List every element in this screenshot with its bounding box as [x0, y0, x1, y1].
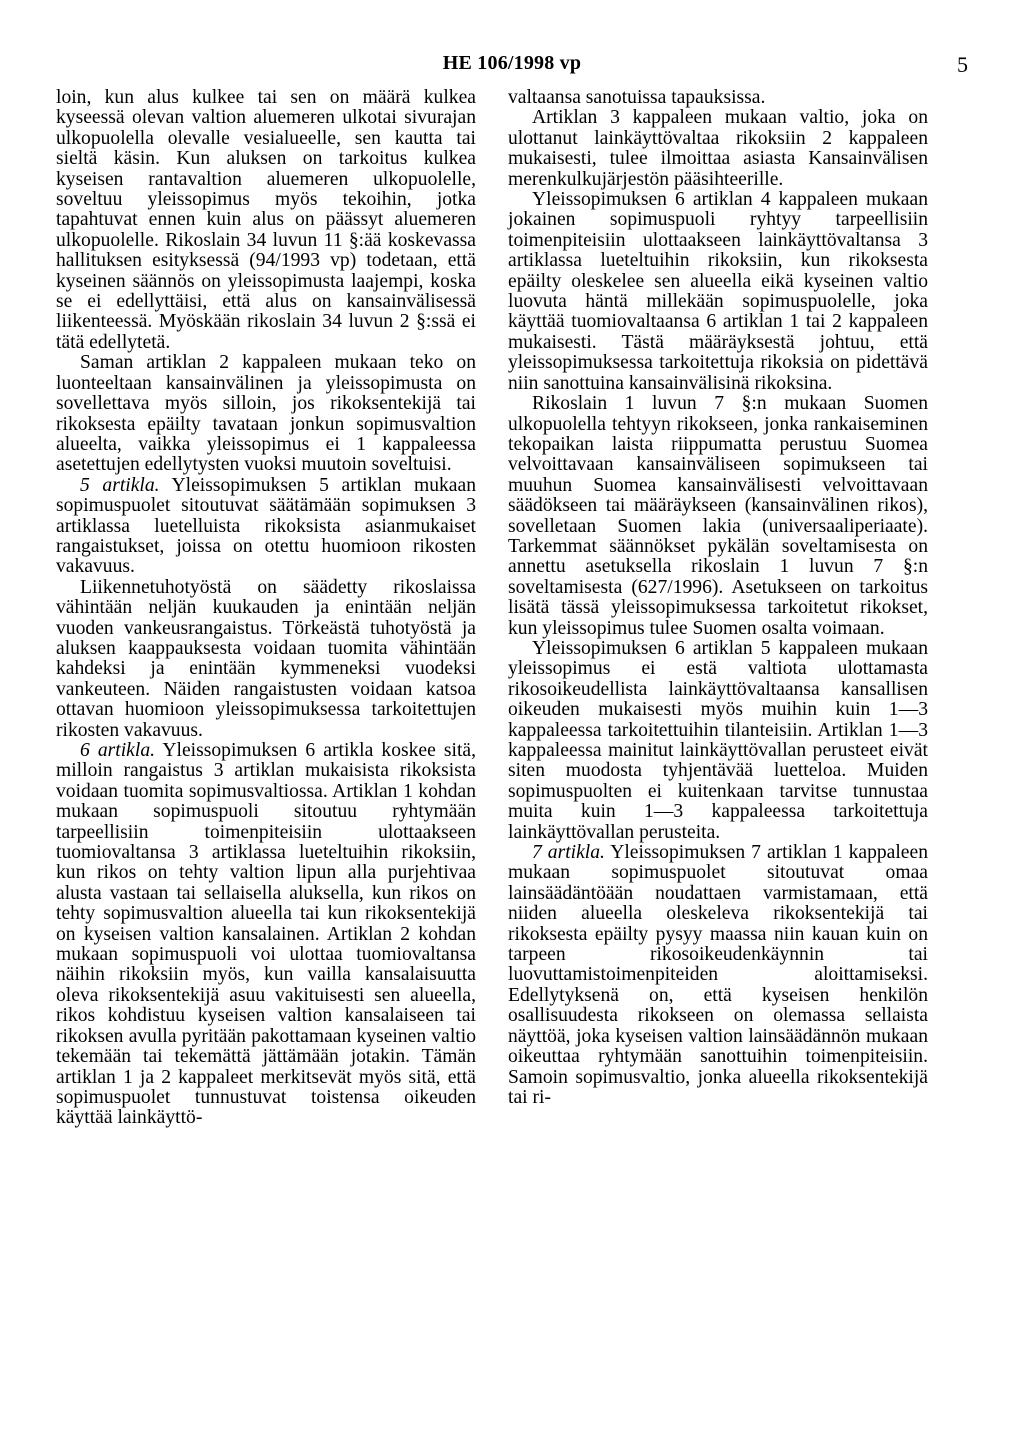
paragraph: Artiklan 3 kappaleen mukaan valtio, joka on ulottanut lainkäyttövaltaa rikoksiin 2 kappaleen mukaisesti, tulee ilmoittaa asiasta Kansainvälisen merenkulkujärjestön pääsihteerille. [508, 107, 928, 190]
paragraph: 7 artikla. Yleissopimuksen 7 artiklan 1 kappaleen mukaan sopimuspuolet sitoutuvat omaa lainsäädäntöään noudattaen varmistamaan, että niiden alueella oleskeleva rikoksentekijä tai rikoksesta epäilty pysyy maassa niin kauan kuin on tarpeen rikosoikeudenkäynnin tai luovuttamistoimenpiteiden aloittamiseksi. Edellytyksenä on, että kyseisen henkilön osallisuudesta rikokseen on olemassa sellaista näyttöä, joka kyseisen valtion lainsäädännön mukaan oikeuttaa ryhtymään sanottuihin toimenpiteisiin. Samoin sopimusvaltio, jonka alueella rikoksentekijä tai ri- [508, 842, 928, 1108]
article-heading: 5 artikla. [80, 474, 160, 496]
paragraph: valtaansa sanotuissa tapauksissa. [508, 87, 766, 108]
paragraph: 5 artikla. Yleissopimuksen 5 artiklan mukaan sopimuspuolet sitoutuvat säätämään sopimuksen 3 artiklassa luetelluista rikoksista asianmukaiset rangaistukset, joissa on otettu huomioon rikosten vakavuus. [56, 474, 476, 578]
paragraph: Rikoslain 1 luvun 7 §:n mukaan Suomen ulkopuolella tehtyyn rikokseen, jonka rankaiseminen tekopaikan laista riippumatta perustuu Suomea velvoittavaan kansainväliseen sopimukseen tai muuhun Suomea kansainvälisesti velvoittavaan säädökseen tai määräykseen (kansainvälinen rikos), sovelletaan Suomen lakia (universaaliperiaate). Tarkemmat säännökset pykälän soveltamisesta on annettu asetuksella rikoslain 1 luvun 7 §:n soveltamisesta (627/1996). Asetukseen on tarkoitus lisätä tässä yleissopimuksessa tarkoitetut rikokset, kun yleissopimus tulee Suomen osalta voimaan. [508, 393, 928, 639]
article-heading: 7 artikla. [532, 842, 605, 864]
paragraph: Yleissopimuksen 6 artiklan 5 kappaleen mukaan yleissopimus ei estä valtiota ulottamasta rikosoikeudellista lainkäyttövaltaansa kansallisen oikeuden mukaisesti myös muihin kuin 1—3 kappaleessa tarkoitettuihin tilanteisiin. Artiklan 1—3 kappaleessa mainitut lainkäyttövallan perusteet eivät siten muodosta tyhjentävää luetteloa. Muiden sopimuspuolten ei kuitenkaan tarvitse tunnustaa muita kuin 1—3 kappaleessa tarkoitettuja lainkäyttövallan perusteita. [508, 637, 928, 843]
left-column [56, 88, 476, 1129]
page-header-title: HE 106/1998 vp [442, 52, 582, 74]
right-column [508, 88, 928, 1108]
paragraph: Saman artiklan 2 kappaleen mukaan teko on luonteeltaan kansainvälinen ja yleissopimusta on sovellettava myös silloin, jos rikoksentekijä tai rikoksesta epäilty tavataan jonkun sopimusvaltion alueelta, vaikka yleissopimus ei 1 kappaleessa asetettujen edellytysten vuoksi muutoin soveltuisi. [56, 352, 476, 476]
paragraph: Liikennetuhotyöstä on säädetty rikoslaissa vähintään neljän kuukauden ja enintään neljän vuoden vankeusrangaistus. Törkeästä tuhotyöstä ja aluksen kaappauksesta voidaan tuomita vähintään kahdeksi ja enintään kymmeneksi vuodeksi vankeuteen. Näiden rangaistusten voidaan katsoa ottavan huomioon yleissopimuksessa tarkoitettujen rikosten vakavuus. [56, 576, 476, 741]
paragraph: 6 artikla. Yleissopimuksen 6 artikla koskee sitä, milloin rangaistus 3 artiklan mukaisista rikoksista voidaan tuomita sopimusvaltiossa. Artiklan 1 kohdan mukaan sopimuspuoli sitoutuu ryhtymään tarpeellisiin toimenpiteisiin ulottaakseen tuomiovaltansa 3 artiklassa lueteltuihin rikoksiin, kun rikos on tehty valtion lipun alla purjehtivaa alusta vastaan tai sellaisella aluksella, kun rikos on tehty sopimusvaltion alueella tai kun rikoksentekijä on kyseisen valtion kansalainen. Artiklan 2 kohdan mukaan sopimuspuoli voi ulottaa tuomiovaltansa näihin rikoksiin myös, kun vailla kansalaisuutta oleva rikoksentekijä asuu vakituisesti sen alueella, rikos kohdistuu kyseisen valtion kansalaiseen tai rikoksen avulla pyritään pakottamaan kyseinen valtio tekemään tai tekemättä jättämään jotakin. Tämän artiklan 1 ja 2 kappaleet merkitsevät myös sitä, että sopimuspuolet tunnustuvat toistensa oikeuden käyttää lainkäyttö- [56, 740, 476, 1129]
article-heading: 6 artikla. [80, 740, 156, 761]
paragraph: loin, kun alus kulkee tai sen on määrä kulkea kyseessä olevan valtion aluemeren ulkotai sivurajan ulkopuolella olevalle vesialueelle, sen kautta tai sieltä käsin. Kun aluksen on tarkoitus kulkea kyseisen rantavaltion aluemeren ulkopuolelle, soveltuu yleissopimus myös tekoihin, jotka tapahtuvat ennen kuin alus on päässyt aluemeren ulkopuolelle. Rikoslain 34 luvun 11 §:ää koskevassa hallituksen esityksessä (94/1993 vp) todetaan, että kyseinen säännös on yleissopimusta laajempi, koska se ei edellyttäisi, että alus on kansainvälisessä liikenteessä. Myöskään rikoslain 34 luvun 2 §:ssä ei tätä edellytetä. [56, 87, 476, 353]
page-number: 5 [957, 52, 968, 77]
paragraph: Yleissopimuksen 6 artiklan 4 kappaleen mukaan jokainen sopimuspuoli ryhtyy tarpeellisiin toimenpiteisiin ulottaakseen lainkäyttövaltansa 3 artiklassa lueteltuihin rikoksiin, kun rikoksesta epäilty oleskelee sen alueella eikä kyseinen valtio luovuta häntä millekään sopimuspuolelle, joka käyttää tuomiovaltaansa 6 artiklan 1 tai 2 kappaleen mukaisesti. Tästä määräyksestä johtuu, että yleissopimuksessa tarkoitettuja rikoksia on pidettävä niin sanottuina kansainvälisinä rikoksina. [508, 189, 928, 394]
